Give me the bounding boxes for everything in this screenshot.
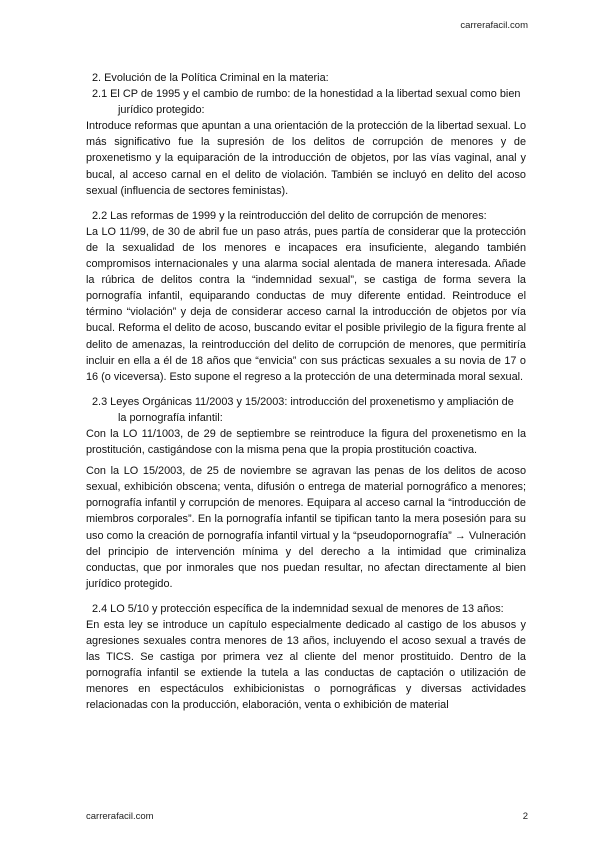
footer-site: carrerafacil.com xyxy=(86,811,154,822)
subsection-2-3-title-line2: la pornografía infantil: xyxy=(118,411,223,424)
subsection-2-3-body-2: Con la LO 15/2003, de 25 de noviembre se agravan las penas de los delitos de acoso sexual, exhibición obscena; venta, difusión o entrega de material pornográfico a menores; pornografía infantil y corrupción de menores. Equipara al acceso carnal la “introducción de miembros corporales”. En la pornografía infantil se tipifican tanto la mera posesión para su uso como la creación de pornografía infantil virtual y la “pseudopornografía” → Vulneración del principio de intervención mínima y del derecho a la intimidad que criminaliza conductas, que por inmorales que nos puedan resultar, no afectan directamente al bien jurídico protegido. xyxy=(86,465,526,590)
subsection-2-4-title: 2.4 LO 5/10 y protección específica de la indemnidad sexual de menores de 13 años: xyxy=(92,602,504,615)
section-title: 2. Evolución de la Política Criminal en la materia: xyxy=(92,72,329,84)
header-site: carrerafacil.com xyxy=(460,20,528,31)
subsection-2-3-body-1: Con la LO 11/1003, de 29 de septiembre se reintroduce la figura del proxenetismo en la prostitución, castigándose con la misma pena que la propia prostitución coactiva. xyxy=(86,427,526,457)
subsection-2-1-title-line2: jurídico protegido: xyxy=(118,104,205,117)
subsection-2-2-title: 2.2 Las reformas de 1999 y la reintroducción del delito de corrupción de menores: xyxy=(92,209,487,222)
subsection-2-1-body: Introduce reformas que apuntan a una orientación de la protección de la libertad sexual. Lo más significativo fue la supresión de los delitos de corrupción de menores y de proxenetismo y la equiparación de la introducción de objetos, por las vías vaginal, anal y bucal, al acceso carnal en el delito de violación. También se incluyó en delito del acoso sexual (influencia de sectores feministas). xyxy=(86,120,526,197)
subsection-2-2-body: La LO 11/99, de 30 de abril fue un paso atrás, pues partía de considerar que la protección de la sexualidad de los menores e incapaces era insuficiente, alegando también compromisos internacionales y una alarma social alentada de manera interesada. Añade la rúbrica de delitos contra la “indemnidad sexual”, se castiga de forma severa la pornografía infantil, equiparando conductas de muy diferente entidad. Reintroduce el término “violación” y deja de considerar acceso carnal la introducción de objetos por vía bucal. Reforma el delito de acoso, buscando evitar el posible privilegio de la figura frente al delito de amenazas, la reintroducción del delito de corrupción de menores, que permitiría incluir en ella a él de 18 años que “envicia” con sus prácticas sexuales a su novia de 17 o 16 (o viceversa). Esto supone el regreso a la protección de una determinada moral sexual. xyxy=(86,225,526,383)
subsection-2-3-title-line1: 2.3 Leyes Orgánicas 11/2003 y 15/2003: introducción del proxenetismo y ampliación de xyxy=(92,395,514,408)
page-number: 2 xyxy=(522,811,528,822)
document-body xyxy=(86,70,526,714)
subsection-2-4-body: En esta ley se introduce un capítulo especialmente dedicado al castigo de los abusos y agresiones sexuales contra menores de 13 años, incluyendo el acoso sexual a través de las TICS. Se castiga por primera vez al cliente del menor prostituido. Dentro de la pornografía infantil se extiende la tutela a las conductas de captación o utilización de menores en espectáculos exhibicionistas o pornográficas y diversas actividades relacionadas con la producción, elaboración, venta o exhibición de material xyxy=(86,619,526,712)
subsection-2-1-title-line1: 2.1 El CP de 1995 y el cambio de rumbo: de la honestidad a la libertad sexual como bien xyxy=(92,88,521,101)
